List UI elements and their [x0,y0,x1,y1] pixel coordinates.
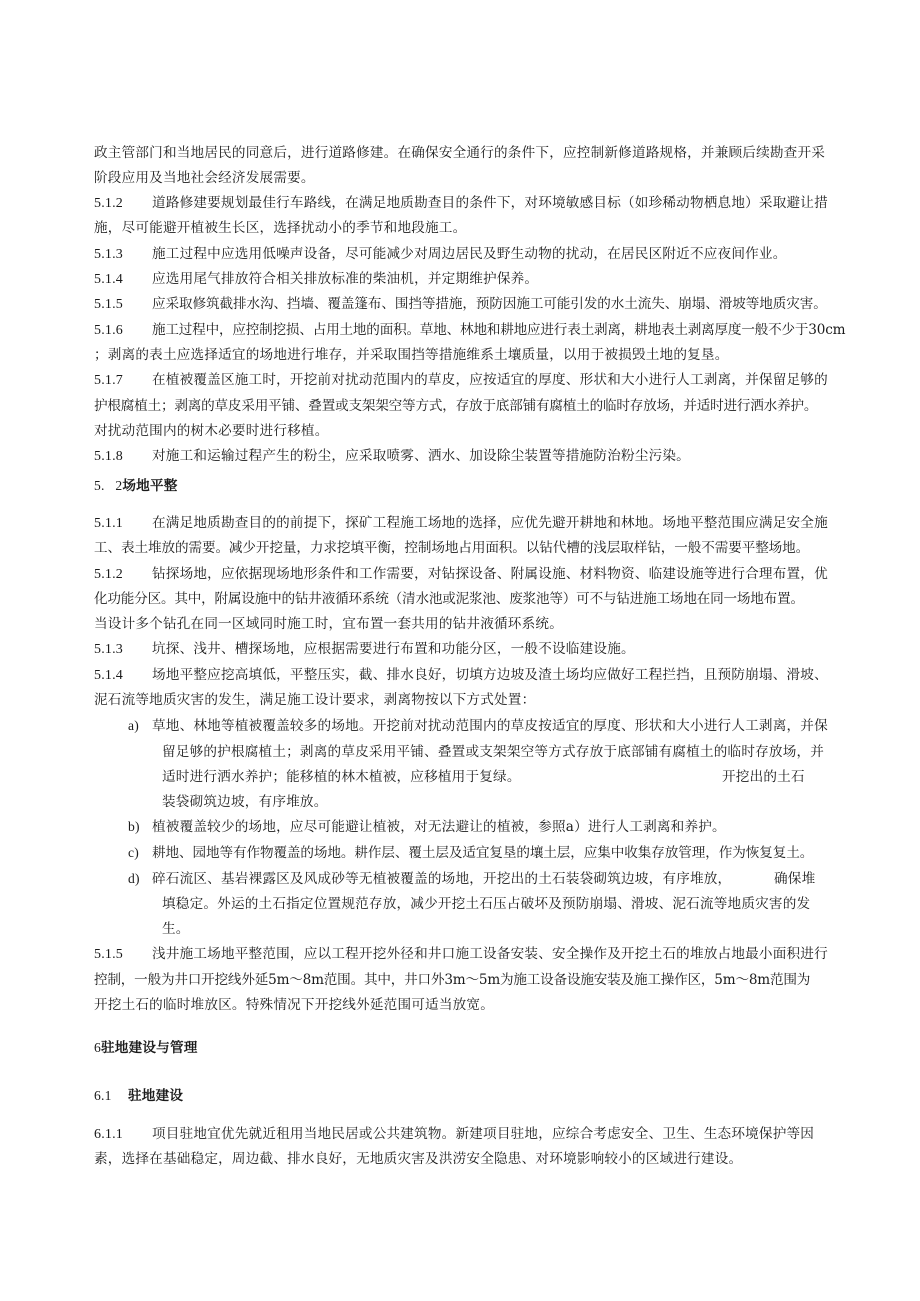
heading-title: 场地平整 [122,478,178,494]
list-item-line: 填稳定。外运的土石指定位置规范存放，减少开挖土石压占破坏及预防崩塌、滑坡、泥石流等地质灾害的发 [162,896,811,912]
clause-5-1-4 [94,269,538,289]
paragraph-line: 政主管部门和当地居民的同意后，进行道路修建。在确保安全通行的条件下，应控制新修道路规格，并兼顾后续勘查开采 [94,145,826,161]
clause-number: 6.1.1 [94,1127,123,1142]
clause-5-1-5 [94,294,827,314]
clause-number: 5.1.4 [94,272,123,287]
clause-text: 对施工和运输过程产生的粉尘，应采取喷雾、洒水、加设除尘装置等措施防治粉尘污染。 [152,448,690,464]
clause-number: 5.1.6 [94,323,123,338]
clause-number: 5.1.4 [94,668,123,683]
clause-text: 浅井施工场地平整范围，应以工程开挖外径和井口施工设备安装、安全操作及开挖土石的堆放占地最小面积进行 [152,946,828,962]
paragraph-line: 控制，一般为井口开挖线外延5m～8m范围。其中，井口外3m～5m为施工设备设施安装及施工操作区，5m～8m范围为 [94,972,811,988]
clause-5-2-3 [94,639,635,659]
paragraph-line: 工、表土堆放的需要。减少开挖量，力求挖填平衡，控制场地占用面积。以钻代槽的浅层取样钻，一般不需要平整场地。 [94,540,810,556]
clause-6-1-1 [94,1124,814,1144]
clause-number: 5.1.8 [94,449,123,464]
list-item-line: 开挖出的土石 [722,769,805,785]
clause-text: 在植被覆盖区施工时，开挖前对扰动范围内的草皮，应按适宜的厚度、形状和大小进行人工剥离，并保留足够的 [152,372,828,388]
paragraph-line: 护根腐植土；剥离的草皮采用平铺、叠置或支架架空等方式，存放于底部铺有腐植土的临时存放场，并适时进行洒水养护。 [94,398,818,414]
list-item-line: 确保堆 [774,871,816,887]
paragraph-line: 施，尽可能避开植被生长区，选择扰动小的季节和地段施工。 [94,220,467,236]
clause-number: 5.1.5 [94,947,123,962]
clause-5-1-6 [94,320,845,340]
clause-5-2-1 [94,513,828,533]
clause-text: 场地平整应挖高填低，平整压实，截、排水良好，切填方边坡及渣土场均应做好工程拦挡，且预防崩塌、滑坡、 [152,667,828,683]
clause-text: 在满足地质勘查目的的前提下，探矿工程施工场地的选择，应优先避开耕地和林地。场地平整范围应满足安全施 [152,515,828,531]
paragraph-line: 化功能分区。其中，附属设施中的钻井液循环系统（清水池或泥浆池、废浆池等）可不与钻进施工场地在同一场地布置。 [94,591,804,607]
paragraph-line: 阶段应用及当地社会经济发展需要。 [94,170,315,186]
list-text: 碎石流区、基岩裸露区及风成砂等无植被覆盖的场地，开挖出的土石装袋砌筑边坡，有序堆放， [152,871,732,887]
clause-text: 应选用尾气排放符合相关排放标准的柴油机，并定期维护保养。 [152,271,539,287]
clause-5-1-8 [94,446,690,466]
clause-text: 施工过程中应选用低噪声设备，尽可能减少对周边居民及野生动物的扰动，在居民区附近不应夜间作业。 [152,246,787,262]
clause-5-2-2 [94,564,828,584]
clause-text: 项目驻地宜优先就近租用当地民居或公共建筑物。新建项目驻地，应综合考虑安全、卫生、生态环境保护等因 [152,1126,815,1142]
list-marker: b) [128,819,140,834]
list-marker: a) [128,718,139,733]
heading-number: 6 [94,1040,101,1055]
list-marker: c) [128,845,139,860]
clause-number: 5.1.7 [94,373,123,388]
paragraph-line: ；剥离的表土应选择适宜的场地进行堆存，并采取围挡等措施维系土壤质量，以用于被损毁土地的复垦。 [94,347,729,363]
clause-number: 5.1.3 [94,247,123,262]
section-heading-5-2 [94,476,178,496]
clause-text: 应采取修筑截排水沟、挡墙、覆盖篷布、围挡等措施，预防因施工可能引发的水土流失、崩塌、滑坡等地质灾害。 [152,296,827,312]
section-heading-6-1 [94,1086,183,1106]
paragraph-line: 素，选择在基础稳定，周边截、排水良好，无地质灾害及洪涝安全隐患、对环境影响较小的区域进行建设。 [94,1151,743,1167]
heading-number: 5. 2 [94,478,123,493]
heading-title: 驻地建设 [128,1088,184,1104]
paragraph-line: 对扰动范围内的树木必要时进行移植。 [94,423,329,439]
list-item-line: 适时进行洒水养护；能移植的林木植被，应移植用于复绿。 [162,769,521,785]
list-text: 植被覆盖较少的场地，应尽可能避让植被，对无法避让的植被，参照a）进行人工剥离和养护。 [152,819,726,835]
heading-title: 驻地建设与管理 [101,1040,198,1056]
list-text: 耕地、园地等有作物覆盖的场地。耕作层、覆土层及适宜复垦的壤土层，应集中收集存放管理，作为恢复复土。 [152,845,814,861]
clause-number: 5.1.5 [94,297,123,312]
list-item-b [128,817,726,837]
list-item-line: 生。 [162,921,190,937]
clause-number: 5.1.3 [94,642,123,657]
list-item-line: 留足够的护根腐植土；剥离的草皮采用平铺、叠置或支架架空等方式存放于底部铺有腐植土的临时存放场，并 [162,744,825,760]
clause-text: 坑探、浅井、槽探场地，应根据需要进行布置和功能分区，一般不设临建设施。 [152,641,635,657]
clause-5-2-5 [94,944,828,964]
clause-text: 钻探场地，应依据现场地形条件和工作需要，对钻探设备、附属设施、材料物资、临建设施等进行合理布置，优 [152,566,828,582]
list-item-a [128,716,828,736]
clause-5-1-2 [94,193,828,213]
heading-number: 6.1 [94,1088,112,1103]
clause-number: 5.1.1 [94,516,123,531]
chapter-heading-6 [94,1038,198,1058]
paragraph-line: 开挖土石的临时堆放区。特殊情况下开挖线外延范围可适当放宽。 [94,997,495,1013]
list-item-line: 装袋砌筑边坡，有序堆放。 [162,794,328,810]
list-item-c [128,843,813,863]
clause-5-1-3 [94,244,787,264]
clause-text: 施工过程中，应控制挖损、占用土地的面积。草地、林地和耕地应进行表土剥离，耕地表土剥离厚度一般不少于30cm [152,322,846,338]
clause-number: 5.1.2 [94,196,123,211]
clause-text: 道路修建要规划最佳行车路线，在满足地质勘查目的条件下，对环境敏感目标（如珍稀动物栖息地）采取避让措 [152,195,828,211]
paragraph-line: 当设计多个钻孔在同一区域同时施工时，宜布置一套共用的钻井液循环系统。 [94,616,563,632]
list-marker: d) [128,871,140,886]
clause-number: 5.1.2 [94,567,123,582]
clause-5-2-4 [94,665,828,685]
clause-5-1-7 [94,370,828,390]
paragraph-line: 泥石流等地质灾害的发生，满足施工设计要求，剥离物按以下方式处置： [94,692,536,708]
list-item-d [128,869,731,889]
list-text: 草地、林地等植被覆盖较多的场地。开挖前对扰动范围内的草皮按适宜的厚度、形状和大小进行人工剥离，并保 [152,718,828,734]
